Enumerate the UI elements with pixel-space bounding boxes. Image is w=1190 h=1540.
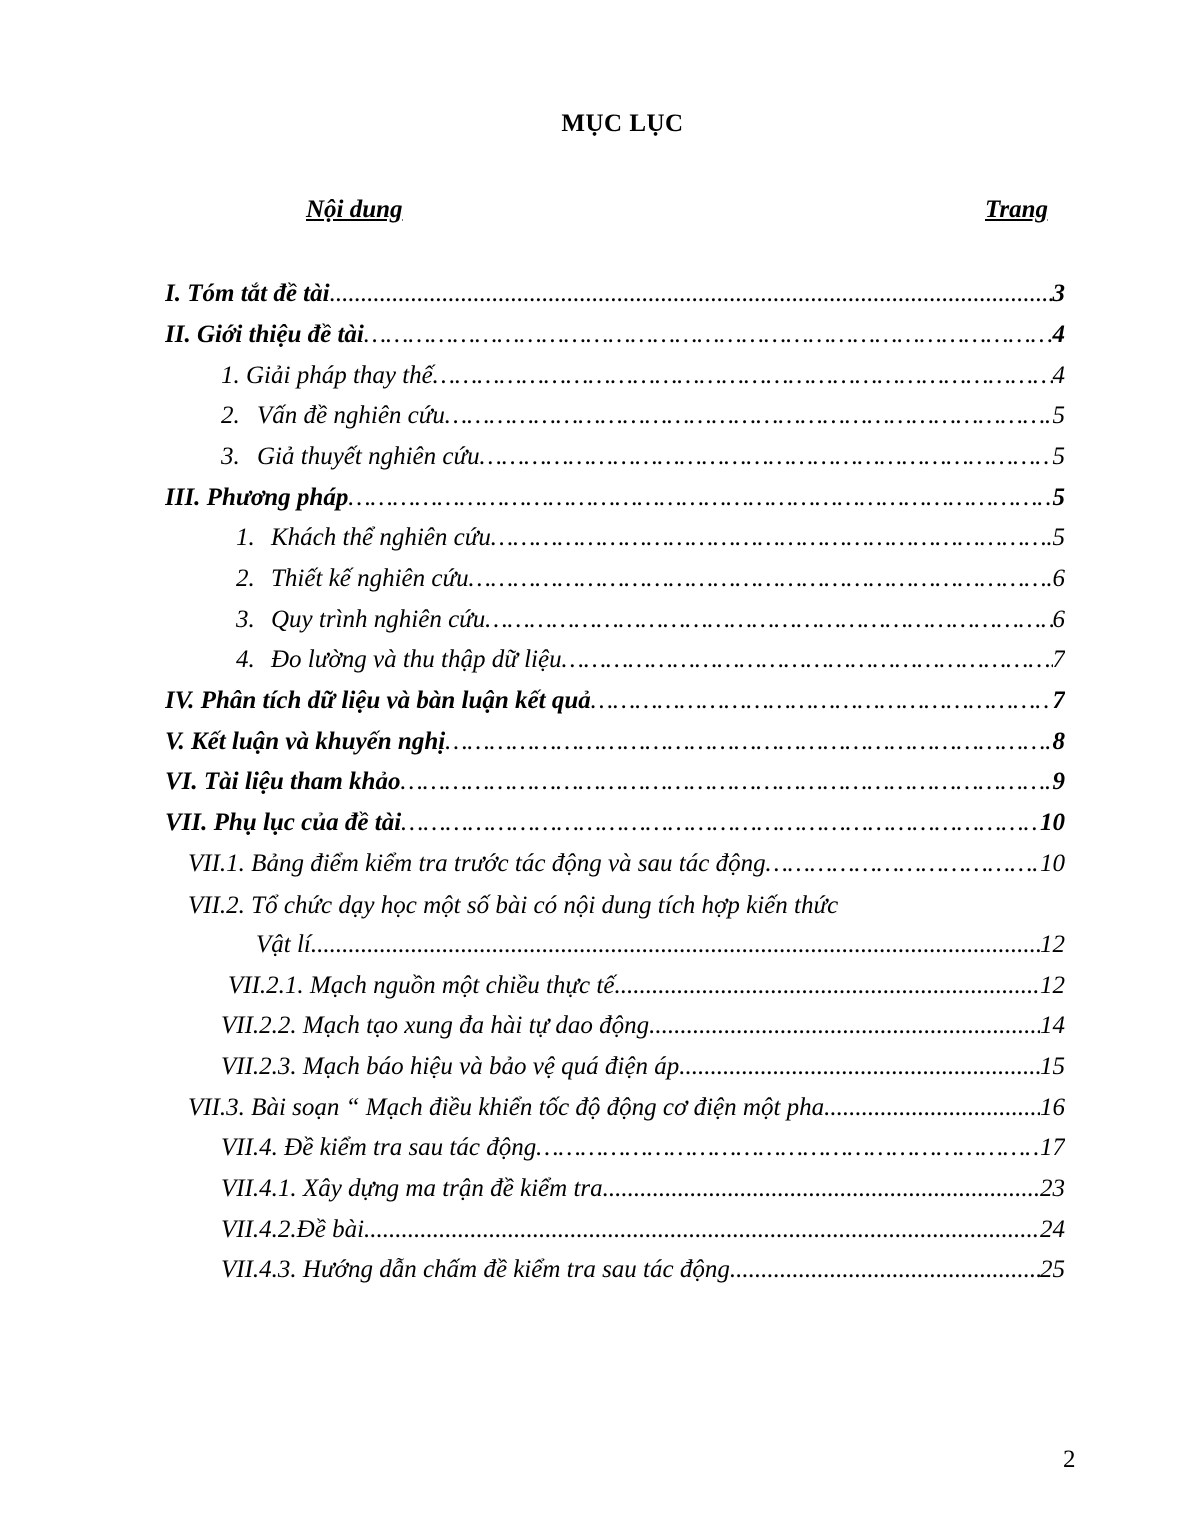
toc-entry-page: 17	[1040, 1134, 1065, 1161]
toc-entry-label: VII.2.3. Mạch báo hiệu và bảo vệ quá điện áp	[221, 1053, 680, 1080]
toc-entry-label: Khách thể nghiên cứu	[271, 524, 491, 551]
toc-entry[interactable]	[221, 1053, 1065, 1093]
toc-entry[interactable]	[165, 484, 1065, 524]
toc-entry[interactable]	[165, 687, 1065, 727]
dot-leader	[480, 443, 1053, 471]
dot-leader	[536, 1134, 1040, 1162]
page-column-header: Trang	[985, 196, 1048, 223]
dot-leader	[401, 809, 1040, 837]
dot-leader	[445, 402, 1053, 430]
toc-entry-number: 3.	[221, 443, 240, 470]
toc-entry-label: III. Phương pháp	[165, 484, 349, 511]
toc-entry-page: 10	[1040, 809, 1065, 836]
toc-entry-label: Giả thuyết nghiên cứu	[257, 443, 480, 470]
toc-entry[interactable]	[165, 728, 1065, 768]
page-number: 2	[1063, 1446, 1076, 1473]
toc-entry-number: 2.	[236, 565, 255, 592]
toc-entry[interactable]	[221, 1134, 1065, 1174]
toc-entry[interactable]	[228, 972, 1065, 1012]
dot-leader	[603, 1175, 1040, 1203]
toc-entry-number: 2.	[221, 402, 240, 429]
toc-entry[interactable]	[221, 1175, 1065, 1215]
toc-entry-number: 1.	[236, 524, 255, 551]
toc-entry-page: 9	[1052, 768, 1065, 795]
toc-entry-page: 5	[1052, 402, 1065, 429]
toc-entry[interactable]	[221, 402, 1065, 442]
toc-entry-page: 5	[1052, 524, 1065, 551]
toc-entry-label: VII.4.2.Đề bài	[221, 1216, 365, 1243]
toc-entry-page: 14	[1040, 1012, 1065, 1039]
toc-entry-page: 8	[1052, 728, 1065, 755]
dot-leader	[330, 280, 1053, 308]
toc-entry[interactable]	[188, 850, 1065, 890]
toc-entry-continued-label[interactable]: VII.2. Tổ chức dạy học một số bài có nội dung tích hợp kiến thức	[188, 892, 839, 919]
toc-entry[interactable]	[165, 809, 1065, 849]
toc-entry-page: 7	[1052, 646, 1065, 673]
dot-leader	[591, 687, 1053, 715]
toc-entry-label: 1. Giải pháp thay thế	[221, 362, 433, 389]
toc-entry-label: IV. Phân tích dữ liệu và bàn luận kết quả	[165, 687, 591, 714]
toc-entry-page: 5	[1052, 443, 1065, 470]
toc-entry-label: VII.4. Đề kiểm tra sau tác động	[221, 1134, 537, 1161]
toc-entry[interactable]	[221, 1256, 1065, 1296]
toc-entry-label: VII.3. Bài soạn “ Mạch điều khiển tốc độ động cơ điện một pha	[188, 1094, 825, 1121]
toc-entry-label: VII.4.3. Hướng dẫn chấm đề kiểm tra sau tác động	[221, 1256, 730, 1283]
toc-entry[interactable]	[221, 362, 1065, 402]
toc-entry-label: Đo lường và thu thập dữ liệu	[271, 646, 562, 673]
dot-leader	[485, 606, 1052, 634]
toc-entry-page: 12	[1040, 931, 1065, 958]
toc-entry-page: 4	[1052, 362, 1065, 389]
toc-entry-page: 16	[1040, 1094, 1065, 1121]
dot-leader	[491, 524, 1053, 552]
dot-leader	[400, 768, 1052, 796]
toc-entry[interactable]	[165, 280, 1065, 320]
toc-entry-label: VII.1. Bảng điểm kiểm tra trước tác động và sau tác động	[188, 850, 766, 877]
toc-entry[interactable]	[221, 443, 1065, 483]
toc-entry[interactable]	[221, 1012, 1065, 1052]
dot-leader	[824, 1094, 1040, 1122]
toc-entry-page: 4	[1052, 321, 1065, 348]
dot-leader	[614, 972, 1040, 1000]
toc-entry-label: VII. Phụ lục của đề tài	[165, 809, 402, 836]
toc-entry-page: 7	[1052, 687, 1065, 714]
toc-entry[interactable]	[165, 321, 1065, 361]
toc-entry-label: V. Kết luận và khuyến nghị	[165, 728, 446, 755]
dot-leader	[562, 646, 1053, 674]
toc-entry-label: VI. Tài liệu tham khảo	[165, 768, 401, 795]
toc-entry-page: 6	[1052, 606, 1065, 633]
toc-entry-page: 25	[1040, 1256, 1065, 1283]
page-title: MỤC LỤC	[561, 110, 684, 137]
dot-leader	[348, 484, 1052, 512]
toc-entry[interactable]	[236, 646, 1065, 686]
toc-entry-page: 5	[1052, 484, 1065, 511]
toc-entry-page: 12	[1040, 972, 1065, 999]
dot-leader	[364, 1216, 1040, 1244]
toc-entry-label: VII.4.1. Xây dựng ma trận đề kiểm tra	[221, 1175, 603, 1202]
toc-entry-page: 10	[1040, 850, 1065, 877]
toc-entry-label: Vấn đề nghiên cứu	[257, 402, 445, 429]
toc-entry-label: Quy trình nghiên cứu	[271, 606, 486, 633]
toc-entry[interactable]	[188, 1094, 1065, 1134]
toc-entry[interactable]	[256, 931, 1065, 971]
toc-entry[interactable]	[165, 768, 1065, 808]
content-column-header: Nội dung	[306, 196, 403, 223]
toc-entry-label: I. Tóm tắt đề tài	[165, 280, 330, 307]
dot-leader	[311, 931, 1040, 959]
dot-leader	[445, 728, 1052, 756]
toc-entry-label: Thiết kế nghiên cứu	[271, 565, 469, 592]
toc-entry[interactable]	[221, 1216, 1065, 1256]
toc-entry-page: 15	[1040, 1053, 1065, 1080]
toc-entry[interactable]	[236, 606, 1065, 646]
dot-leader	[730, 1256, 1040, 1284]
toc-entry-label: VII.2.2. Mạch tạo xung đa hài tự dao động	[221, 1012, 650, 1039]
dot-leader	[766, 850, 1040, 878]
dot-leader	[433, 362, 1053, 390]
dot-leader	[469, 565, 1053, 593]
toc-entry-label: II. Giới thiệu đề tài	[165, 321, 364, 348]
toc-entry[interactable]	[236, 565, 1065, 605]
toc-entry-label: Vật lí	[256, 931, 311, 958]
toc-entry[interactable]	[236, 524, 1065, 564]
toc-entry-page: 23	[1040, 1175, 1065, 1202]
toc-entry-page: 6	[1052, 565, 1065, 592]
dot-leader	[649, 1012, 1040, 1040]
toc-entry-label: VII.2.1. Mạch nguồn một chiều thực tế	[228, 972, 615, 999]
dot-leader	[679, 1053, 1040, 1081]
toc-entry-number: 4.	[236, 646, 255, 673]
toc-entry-page: 3	[1052, 280, 1065, 307]
dot-leader	[364, 321, 1053, 349]
toc-entry-page: 24	[1040, 1216, 1065, 1243]
toc-entry-number: 3.	[236, 606, 255, 633]
